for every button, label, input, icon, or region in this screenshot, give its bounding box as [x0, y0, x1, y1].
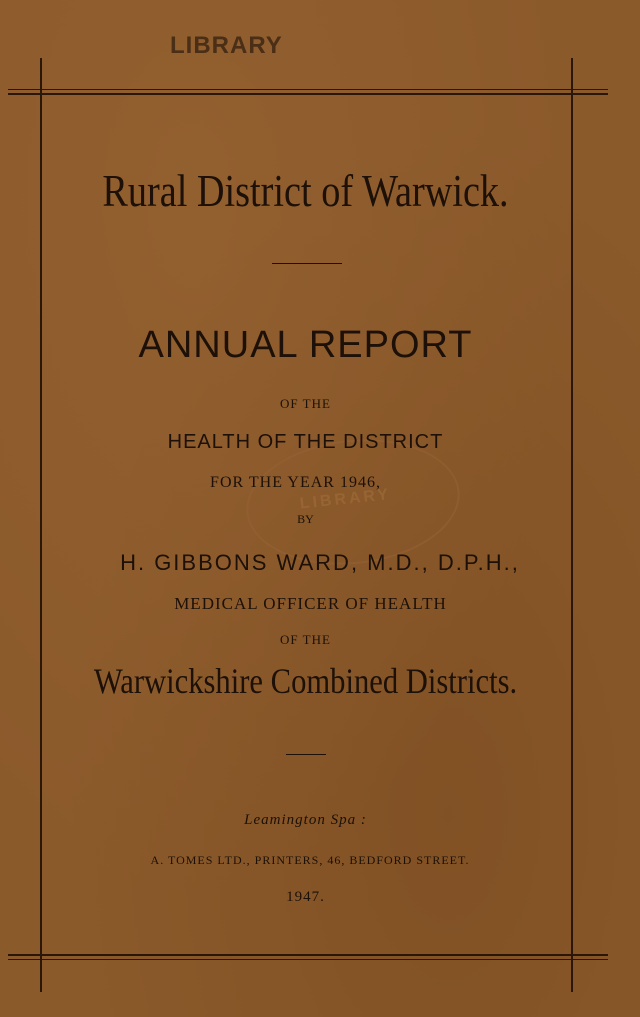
author-name: H. GIBBONS WARD, M.D., D.P.H.,	[120, 550, 520, 575]
report-year-line: FOR THE YEAR 1946,	[210, 474, 381, 491]
top-border-line	[8, 89, 608, 90]
top-border-line-double	[8, 93, 608, 95]
library-stamp: LIBRARY	[170, 32, 283, 59]
by-label: BY	[297, 512, 314, 526]
imprint-year: 1947.	[286, 889, 325, 905]
bottom-border-line-double	[8, 959, 608, 960]
faint-stamp-label: LIBRARY	[299, 486, 392, 513]
divider-rule	[272, 263, 342, 264]
author-role: MEDICAL OFFICER OF HEALTH	[174, 594, 447, 613]
report-subject: HEALTH OF THE DISTRICT	[167, 431, 444, 453]
combined-districts-heading: Warwickshire Combined Districts.	[93, 661, 518, 701]
district-heading: Rural District of Warwick.	[102, 166, 509, 216]
of-the-label-2: OF THE	[280, 632, 331, 647]
divider-rule-2	[286, 754, 326, 755]
bottom-border-line	[8, 954, 608, 956]
report-title: ANNUAL REPORT	[138, 324, 473, 366]
of-the-label: OF THE	[280, 396, 331, 411]
imprint-place: Leamington Spa :	[244, 812, 367, 828]
imprint-printer: A. TOMES LTD., PRINTERS, 46, BEDFORD STREET.	[150, 853, 470, 867]
right-border-line	[571, 58, 573, 992]
